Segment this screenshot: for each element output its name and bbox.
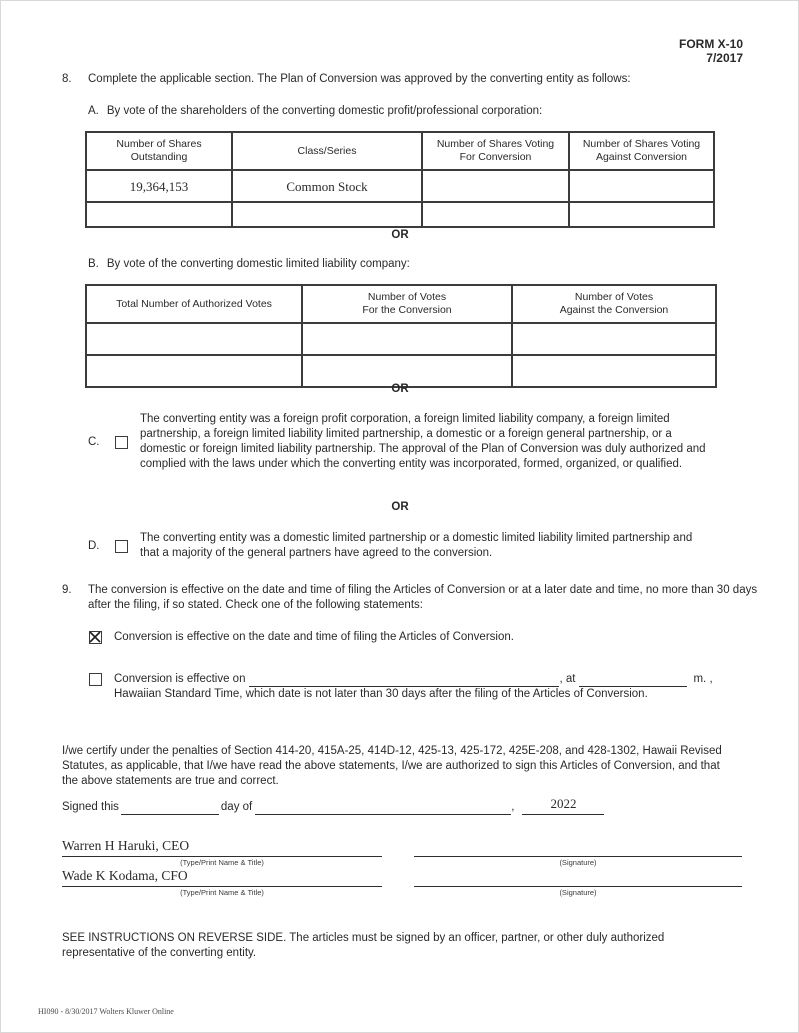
or-separator-1: OR: [391, 229, 409, 241]
form-revision-date: 7/2017: [706, 50, 743, 65]
signed-year-value[interactable]: 2022: [522, 798, 604, 815]
votes-for-value[interactable]: [302, 323, 512, 355]
signer-1-signature-label: (Signature): [559, 858, 597, 867]
form-number: FORM X-10: [678, 37, 743, 51]
signed-day-blank[interactable]: [121, 801, 219, 815]
signed-comma: ,: [511, 801, 515, 813]
section-b-heading-text: By vote of the converting domestic limited liability company:: [106, 258, 410, 270]
shares-outstanding-empty[interactable]: [86, 202, 232, 227]
class-series-empty[interactable]: [232, 202, 422, 227]
authorized-votes-value[interactable]: [86, 323, 302, 355]
checkbox-x-mark: [89, 631, 101, 643]
instructions-note: SEE INSTRUCTIONS ON REVERSE SIDE. The articles must be signed by an officer, partner, or other duly authorized representative of the converting entity.: [62, 932, 665, 959]
day-of-label: day of: [220, 801, 253, 813]
or-separator-2: OR: [391, 383, 409, 395]
table-row: [86, 323, 716, 355]
col-header-authorized-votes: Total Number of Authorized Votes: [86, 285, 302, 323]
class-series-value[interactable]: Common Stock: [232, 170, 422, 202]
effective-date-blank[interactable]: [249, 673, 559, 687]
section-d-checkbox[interactable]: [115, 540, 128, 553]
section-c-checkbox[interactable]: [115, 436, 128, 449]
certification-paragraph: I/we certify under the penalties of Section 414-20, 415A-25, 414D-12, 425-13, 425-172, 425E-208, and 428-1302, Hawaii Revised Statutes, as applicable, that I/we have read the above statements, I/we are authorized to sign this Articles of Conversion, and that the above statements are true and correct.: [62, 745, 722, 787]
col-header-votes-against: Number of Votes Against the Conversion: [512, 285, 716, 323]
shares-against-value[interactable]: [569, 170, 714, 202]
table-row: [86, 202, 714, 227]
effective-on-filing-text: Conversion is effective on the date and time of filing the Articles of Conversion.: [114, 631, 514, 643]
col-header-shares-against: Number of Shares Voting Against Conversion: [569, 132, 714, 170]
section-b-heading: [88, 257, 410, 272]
effective-on-filing-checkbox[interactable]: [89, 631, 102, 644]
item-8: [62, 72, 752, 87]
signer-2-signature-blank[interactable]: [414, 868, 742, 887]
signer-2-name-label: (Type/Print Name & Title): [180, 888, 264, 897]
signer-2-name[interactable]: Wade K Kodama, CFO: [62, 868, 382, 887]
effective-later-checkbox[interactable]: [89, 673, 102, 686]
col-header-shares-for: Number of Shares Voting For Conversion: [422, 132, 569, 170]
item-9: [62, 583, 762, 613]
shares-against-empty[interactable]: [569, 202, 714, 227]
col-header-class-series: Class/Series: [232, 132, 422, 170]
table-row: [86, 170, 714, 202]
section-b-letter: B.: [88, 258, 99, 270]
signer-2-signature-label: (Signature): [559, 888, 597, 897]
item-8-text: Complete the applicable section. The Plan of Conversion was approved by the converting entity as follows:: [88, 73, 631, 85]
effective-later-line2: Hawaiian Standard Time, which date is not later than 30 days after the filing of the Articles of Conversion.: [114, 688, 648, 700]
signer-1-signature-blank[interactable]: [414, 838, 742, 857]
shares-for-empty[interactable]: [422, 202, 569, 227]
signer-1-name[interactable]: Warren H Haruki, CEO: [62, 838, 382, 857]
signed-month-blank[interactable]: [255, 801, 511, 815]
section-d-letter: D.: [88, 539, 100, 552]
col-header-votes-for: Number of Votes For the Conversion: [302, 285, 512, 323]
signed-this-label: Signed this: [62, 801, 119, 813]
signer-1-name-label: (Type/Print Name & Title): [180, 858, 264, 867]
votes-against-value[interactable]: [512, 323, 716, 355]
or-separator-3: OR: [391, 501, 409, 513]
signer-1-block: [62, 838, 742, 867]
section-a-heading-text: By vote of the shareholders of the converting domestic profit/professional corporation:: [106, 105, 543, 117]
effective-time-blank[interactable]: [579, 673, 687, 687]
table-header-row: [86, 285, 716, 323]
effective-later-text-m: m. ,: [693, 673, 713, 685]
form-id-block: [679, 38, 743, 65]
shares-for-value[interactable]: [422, 170, 569, 202]
item-9-text: The conversion is effective on the date and time of filing the Articles of Conversion or at a later date and time, no more than 30 days after the filing, if so stated. Check one of the following statements:: [88, 584, 758, 611]
section-c-letter: C.: [88, 435, 100, 448]
effective-later-line1: [114, 672, 749, 687]
effective-later-text-at: , at: [559, 673, 576, 685]
section-c: [88, 412, 716, 472]
effective-later-text-before: Conversion is effective on: [114, 673, 246, 685]
footer-form-code: HI090 - 8/30/2017 Wolters Kluwer Online: [38, 1007, 174, 1016]
shares-vote-table: [85, 131, 715, 228]
shares-outstanding-value[interactable]: 19,364,153: [86, 170, 232, 202]
col-header-shares-outstanding: Number of Shares Outstanding: [86, 132, 232, 170]
section-c-text: The converting entity was a foreign profit corporation, a foreign limited liability company, a foreign limited partnership, a foreign limited liability limited partnership, a domestic or a foreign general partnership, or a domestic or foreign limited liability partnership. The approval of the Plan of Conversion was duly authorized and complied with the laws under which the converting entity was incorporated, formed, organized, or qualified.: [140, 413, 706, 470]
section-a-heading: [88, 104, 542, 119]
table-header-row: [86, 132, 714, 170]
signer-2-block: [62, 868, 742, 897]
llc-vote-table: [85, 284, 717, 388]
section-a-letter: A.: [88, 105, 99, 117]
item-9-number: 9.: [62, 584, 72, 596]
effective-later-option: [89, 672, 749, 702]
signed-date-line: [62, 798, 604, 815]
item-8-number: 8.: [62, 73, 72, 85]
section-d-text: The converting entity was a domestic limited partnership or a domestic limited liability limited partnership and that a majority of the general partners have agreed to the conversion.: [140, 532, 693, 559]
effective-on-filing-option: [89, 630, 729, 645]
section-d: [88, 531, 704, 561]
